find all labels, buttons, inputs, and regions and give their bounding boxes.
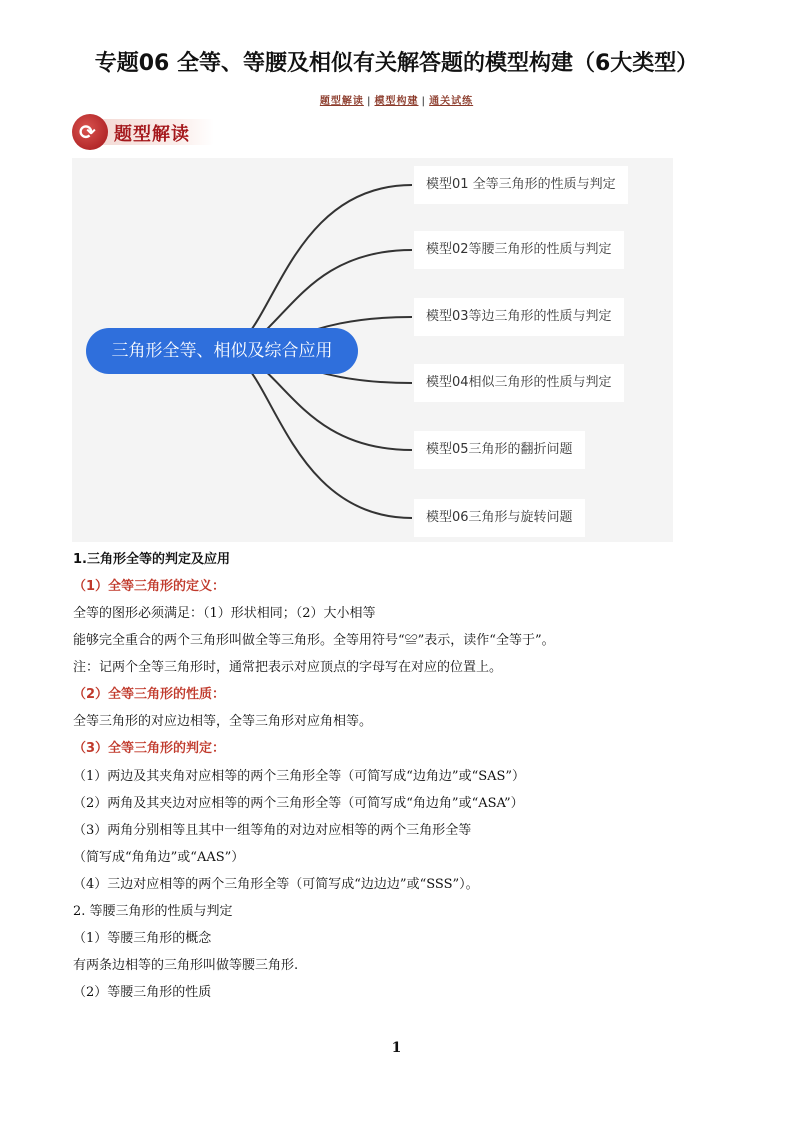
section-badge — [72, 114, 215, 150]
nav-separator: | — [366, 96, 372, 107]
connector-1 — [222, 185, 412, 351]
section-heading-congruence: 1.三角形全等的判定及应用 — [73, 552, 230, 567]
criterion-sss: （4）三边对应相等的两个三角形全等（可简写成“边边边”或“SSS”）。 — [73, 877, 479, 892]
nav-link-question-types[interactable]: 题型解读 — [319, 96, 364, 107]
connector-6 — [222, 351, 412, 518]
swirl-logo-icon: ⟳ — [72, 114, 108, 150]
nav-link-practice[interactable]: 通关试练 — [429, 96, 474, 107]
document-title: 专题06 全等、等腰及相似有关解答题的模型构建（6大类型） — [94, 51, 699, 76]
mindmap-center-node: 三角形全等、相似及综合应用 — [86, 328, 358, 374]
paragraph-line: （1）等腰三角形的概念 — [73, 931, 212, 946]
nav-separator: | — [421, 96, 427, 107]
nav-link-model-building[interactable]: 模型构建 — [374, 96, 419, 107]
section-heading-isosceles: 2. 等腰三角形的性质与判定 — [73, 904, 233, 919]
criterion-aas-short: （简写成“角角边”或“AAS”） — [73, 850, 245, 865]
criterion-sas: （1）两边及其夹角对应相等的两个三角形全等（可简写成“边角边”或“SAS”） — [73, 769, 526, 784]
subheading-criteria: （3）全等三角形的判定： — [73, 741, 226, 756]
mindmap-diagram — [72, 158, 673, 542]
mindmap-branch-model05: 模型05三角形的翻折问题 — [414, 431, 585, 469]
paragraph-line: （2）等腰三角形的性质 — [73, 985, 212, 1000]
mindmap-branch-model04: 模型04相似三角形的性质与判定 — [414, 364, 624, 402]
mindmap-branch-model02: 模型02等腰三角形的性质与判定 — [414, 231, 624, 269]
paragraph-line: 全等的图形必须满足：（1）形状相同；（2）大小相等 — [73, 606, 376, 621]
paragraph-line: 全等三角形的对应边相等，全等三角形对应角相等。 — [73, 714, 373, 729]
paragraph-line: 注：记两个全等三角形时，通常把表示对应顶点的字母写在对应的位置上。 — [73, 660, 503, 675]
paragraph-line: 能够完全重合的两个三角形叫做全等三角形。全等用符号“≌”表示，读作“全等于”。 — [73, 633, 555, 648]
section-nav — [0, 92, 793, 107]
subheading-properties: （2）全等三角形的性质： — [73, 687, 226, 702]
page-number: 1 — [391, 1040, 402, 1056]
mindmap-branch-model06: 模型06三角形与旋转问题 — [414, 499, 585, 537]
mindmap-branch-model03: 模型03等边三角形的性质与判定 — [414, 298, 624, 336]
mindmap-branch-model01: 模型01 全等三角形的性质与判定 — [414, 166, 628, 204]
section-badge-label: 题型解读 — [114, 124, 190, 145]
subheading-definition: （1）全等三角形的定义： — [73, 579, 226, 594]
criterion-aas: （3）两角分别相等且其中一组等角的对边对应相等的两个三角形全等 — [73, 823, 472, 838]
criterion-asa: （2）两角及其夹边对应相等的两个三角形全等（可简写成“角边角”或“ASA”） — [73, 796, 524, 811]
paragraph-line: 有两条边相等的三角形叫做等腰三角形. — [73, 958, 299, 973]
